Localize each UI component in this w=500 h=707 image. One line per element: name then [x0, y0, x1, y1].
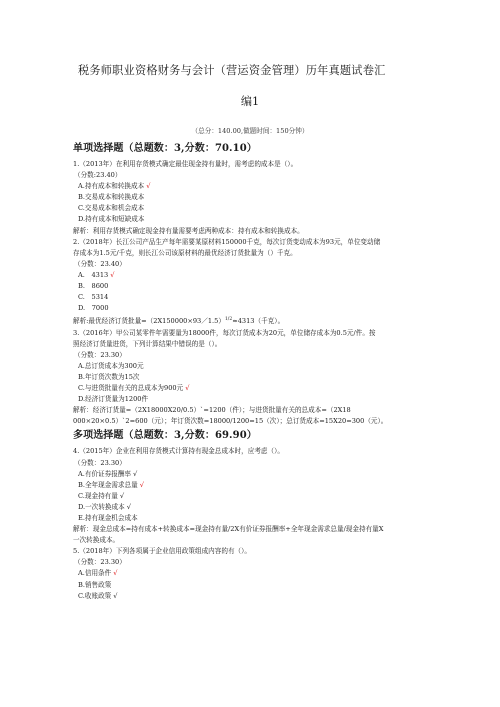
- option-c: C.现金持有量 √: [78, 491, 125, 500]
- check-mark-icon: √: [133, 469, 138, 478]
- section-heading-multiple-choice: 多项选择题（总题数：3,分数：69.90）: [73, 430, 257, 442]
- question-analysis: 解析：现金总成本=持有成本+转换成本=现金持有量/2X有价证券报酬率+全年现金需求总量/现金持有量X: [73, 525, 384, 534]
- question-stem-continued: 照经济订货量进货，下列计算结果中错误的是（）。: [73, 339, 222, 348]
- question-3: [73, 328, 433, 428]
- question-stem: 2.（2018年）长江公司产品生产每年需要某原材料150000千克，每次订货变动成本为93元，单位变动储: [73, 237, 381, 246]
- option-d: D.经济订货量为1200件: [78, 395, 149, 404]
- option-d: D.一次转换成本 √: [78, 502, 131, 511]
- question-score: （分数:23.40）: [74, 171, 122, 180]
- option-c: C. 5314: [78, 293, 109, 302]
- question-5: [73, 546, 433, 601]
- question-analysis: 解析：利用存货模式确定现金持有量需要考虑两种成本：持有成本和转换成本。: [73, 226, 304, 235]
- option-e: E.持有现金机会成本: [78, 514, 138, 522]
- option-c: C.与进货批量有关的总成本为900元 √: [78, 384, 190, 393]
- check-mark-icon: √: [146, 182, 151, 191]
- check-mark-icon: √: [185, 384, 190, 393]
- check-mark-icon: √: [139, 480, 144, 489]
- question-score: （分数：23.30）: [74, 350, 126, 359]
- question-stem: 3.（2016年）甲公司某零件年需要量为18000件，每次订货成本为20元，单位储存成本为0.5元/件。按: [73, 328, 376, 337]
- document-title: 税务师职业资格财务与会计（营运资金管理）历年真题试卷汇: [78, 64, 386, 77]
- option-c: C.收账政策 √: [78, 591, 118, 600]
- option-a: A.总订货成本为300元: [78, 361, 144, 370]
- check-mark-icon: √: [126, 502, 131, 511]
- question-analysis: 解析：经济订货量=（2X18000X20/0.5）`=1200（件）；与进货批量有关的总成本=（2X18: [73, 406, 351, 415]
- question-2: [73, 237, 433, 328]
- check-mark-icon: √: [119, 491, 125, 500]
- question-analysis: 解析:最优经济订货批量=（2X150000×93／1.5）$^{1/2}$≈4313（千克）。: [73, 317, 285, 326]
- question-score: （分数：23.30）: [74, 558, 126, 567]
- question-score: （分数：23.40）: [74, 259, 126, 268]
- option-d: D. 7000: [78, 304, 109, 313]
- option-b: B.销售政策: [78, 580, 112, 589]
- option-b: B.年订货次数为15次: [78, 372, 140, 381]
- option-a: A.信用条件 √: [78, 569, 118, 578]
- option-c: C.交易成本和机会成本: [78, 204, 145, 213]
- question-stem: 1.（2013年）在利用存货模式确定最佳现金持有量时，需考虑的成本是（）。: [73, 160, 298, 168]
- question-stem: 4.（2015年）企业在利用存货模式计算持有现金总成本时，应考虑（）。: [73, 447, 284, 456]
- document-title-continuation: 编1: [240, 95, 260, 108]
- question-score: （分数：23.30）: [74, 458, 126, 467]
- question-4: [73, 446, 433, 546]
- option-a: A.有价证券报酬率 √: [78, 469, 138, 478]
- exam-meta: （总分：140.00,做题时间：150分钟）: [191, 127, 309, 135]
- question-stem-continued: 存成本为1.5元/千克，则长江公司该原材料的最优经济订货批量为（）千克。: [73, 248, 297, 257]
- check-mark-icon: √: [113, 591, 118, 600]
- check-mark-icon: √: [113, 569, 118, 578]
- option-b: B.交易成本和转换成本: [78, 193, 145, 202]
- option-a: A.持有成本和转换成本 √: [78, 182, 151, 191]
- question-stem: 5.（2018年）下列各项属于企业信用政策组成内容的有（）。: [73, 547, 252, 556]
- option-d: D.持有成本和短缺成本: [78, 215, 145, 224]
- check-mark-icon: √: [110, 270, 115, 279]
- exam-content: [73, 143, 433, 602]
- option-b: B.全年现金需求总量 √: [78, 480, 144, 489]
- section-heading-single-choice: 单项选择题（总题数：3,分数：70.10）: [73, 143, 257, 154]
- question-analysis-continued: 000×20×0.5）`2=600（元）；年订货次数=18000/1200=15（次）；总订货成本=15X20=300（元）。: [73, 417, 388, 426]
- question-analysis-continued: 一次转换成本。: [73, 536, 120, 545]
- option-b: B. 8600: [78, 282, 109, 291]
- question-1: [73, 159, 433, 237]
- option-a: A. 4313 √: [78, 270, 115, 279]
